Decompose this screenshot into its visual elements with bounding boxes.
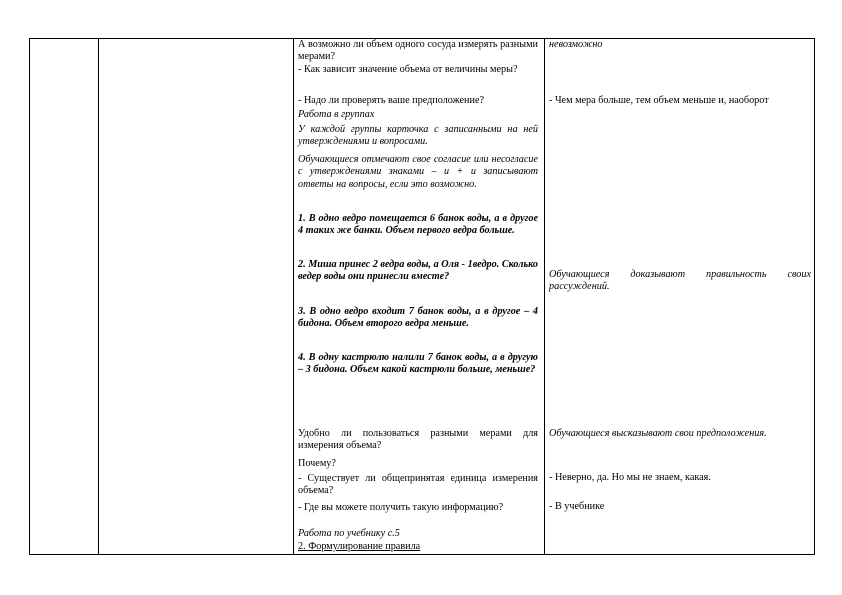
teacher-activity-cell bbox=[294, 39, 545, 555]
student-activity-cell bbox=[545, 39, 815, 555]
question-paragraph: Почему? bbox=[298, 458, 336, 469]
card-statement-1: 1. В одно ведро помещается 6 банок воды, а в другое 4 таких же банки. Объем первого ведра больше. bbox=[298, 213, 538, 237]
answer-paragraph: - Неверно, да. Но мы не знаем, какая. bbox=[549, 472, 711, 483]
instruction-paragraph: У каждой группы карточка с записанными на ней утверждениями и вопросами. bbox=[298, 124, 538, 148]
lesson-table bbox=[29, 38, 815, 555]
rule-formulation-heading: 2. Формулирование правила bbox=[298, 541, 421, 552]
table-cell-empty-1 bbox=[30, 39, 99, 555]
question-paragraph: А возможно ли объем одного сосуда измерять разными мерами? bbox=[298, 39, 538, 63]
answer-paragraph: Обучающиеся доказывают правильность своих рассуждений. bbox=[549, 269, 811, 293]
answer-paragraph: - В учебнике bbox=[549, 501, 605, 512]
question-paragraph: Удобно ли пользоваться разными мерами для измерения объема? bbox=[298, 428, 538, 452]
question-paragraph: - Существует ли общепринятая единица измерения объема? bbox=[298, 473, 538, 497]
question-paragraph: - Надо ли проверять ваше предположение? bbox=[298, 95, 484, 106]
question-paragraph: - Где вы можете получить такую информацию? bbox=[298, 502, 504, 513]
table-cell-empty-2 bbox=[99, 39, 294, 555]
card-statement-4: 4. В одну кастрюлю налили 7 банок воды, а в другую – 3 бидона. Объем какой кастрюли больше, меньше? bbox=[298, 352, 538, 376]
answer-paragraph: - Чем мера больше, тем объем меньше и, наоборот bbox=[549, 95, 769, 106]
textbook-work-label: Работа по учебнику с.5 bbox=[298, 528, 400, 539]
table-row bbox=[30, 39, 815, 555]
answer-paragraph: Обучающиеся высказывают свои предположения. bbox=[549, 428, 767, 439]
answer-paragraph: невозможно bbox=[549, 39, 603, 50]
card-statement-2: 2. Миша принес 2 ведра воды, а Оля - 1ведро. Сколько ведер воды они принесли вместе? bbox=[298, 259, 538, 283]
instruction-paragraph: Обучающиеся отмечают свое согласие или несогласие с утверждениями знаками – и + и записывают ответы на вопросы, если это возможно. bbox=[298, 154, 538, 190]
card-statement-3: 3. В одно ведро входит 7 банок воды, а в другое – 4 бидона. Объем второго ведра меньше. bbox=[298, 306, 538, 330]
group-work-heading: Работа в группах bbox=[298, 109, 375, 120]
question-paragraph: - Как зависит значение объема от величины меры? bbox=[298, 64, 518, 75]
